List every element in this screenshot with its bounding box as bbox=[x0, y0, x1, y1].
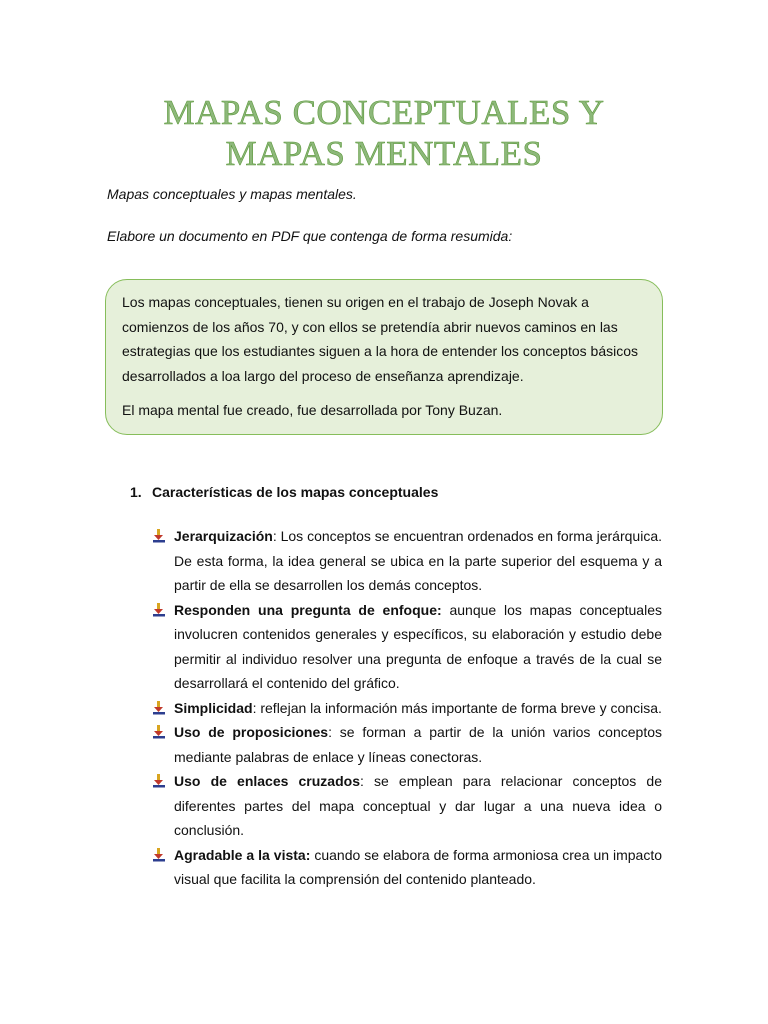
list-item bbox=[152, 720, 662, 769]
list-item bbox=[152, 598, 662, 696]
arrow-down-bullet-icon bbox=[152, 774, 166, 788]
item-text: aunque los mapas conceptuales involucren contenidos generales y específicos, su elaboración y estudio debe permitir al individuo resolver una pregunta de enfoque a través de la cual se desarrollará el contenido del gráfico. bbox=[174, 601, 662, 691]
summary-box bbox=[105, 279, 663, 435]
list-item bbox=[152, 524, 662, 598]
arrow-down-bullet-icon bbox=[152, 725, 166, 739]
item-term: Responden una pregunta de enfoque: bbox=[174, 601, 442, 618]
item-term: Jerarquización bbox=[174, 528, 273, 544]
page-title: MAPAS CONCEPTUALES Y MAPAS MENTALES bbox=[163, 93, 605, 173]
item-text: cuando se elabora de forma armoniosa crea un impacto visual que facilita la comprensión del contenido planteado. bbox=[174, 846, 663, 887]
list-item bbox=[152, 769, 662, 843]
arrow-down-bullet-icon bbox=[152, 603, 166, 617]
summary-paragraph-2: El mapa mental fue creado, fue desarrollada por Tony Buzan. bbox=[122, 402, 503, 418]
arrow-down-bullet-icon bbox=[152, 848, 166, 862]
item-text: : se forman a partir de la unión varios conceptos mediante palabras de enlace y líneas conectoras. bbox=[174, 724, 663, 765]
item-text: : Los conceptos se encuentran ordenados en forma jerárquica. De esta forma, la idea general se ubica en la parte superior del esquema y a partir de ella se desarrollen los demás conceptos. bbox=[174, 528, 662, 593]
characteristics-list bbox=[152, 524, 662, 892]
item-term: Agradable a la vista: bbox=[174, 846, 311, 863]
arrow-down-bullet-icon bbox=[152, 701, 166, 715]
item-term: Uso de proposiciones bbox=[174, 724, 329, 740]
intro-line-1: Mapas conceptuales y mapas mentales. bbox=[107, 186, 357, 202]
list-item bbox=[152, 696, 662, 721]
item-text: : reflejan la información más importante de forma breve y concisa. bbox=[252, 699, 662, 716]
intro-line-2: Elabore un documento en PDF que contenga de forma resumida: bbox=[107, 228, 513, 244]
item-text: : se emplean para relacionar conceptos de diferentes partes del mapa conceptual y dar lugar a una nueva idea o conclusión. bbox=[174, 773, 663, 838]
section-heading bbox=[130, 484, 438, 500]
list-item bbox=[152, 843, 662, 892]
section-number: 1. bbox=[130, 484, 142, 500]
section-title: Características de los mapas conceptuales bbox=[152, 484, 439, 500]
summary-paragraph-1: Los mapas conceptuales, tienen su origen en el trabajo de Joseph Novak a comienzos de los años 70, y con ellos se pretendía abrir nuevos caminos en las estrategias que los estudiantes siguen a la hora de entender los conceptos básicos desarrollados a loa largo del proceso de enseñanza aprendizaje. bbox=[122, 294, 639, 384]
item-term: Uso de enlaces cruzados bbox=[174, 773, 360, 789]
item-term: Simplicidad bbox=[174, 699, 253, 716]
arrow-down-bullet-icon bbox=[152, 529, 166, 543]
